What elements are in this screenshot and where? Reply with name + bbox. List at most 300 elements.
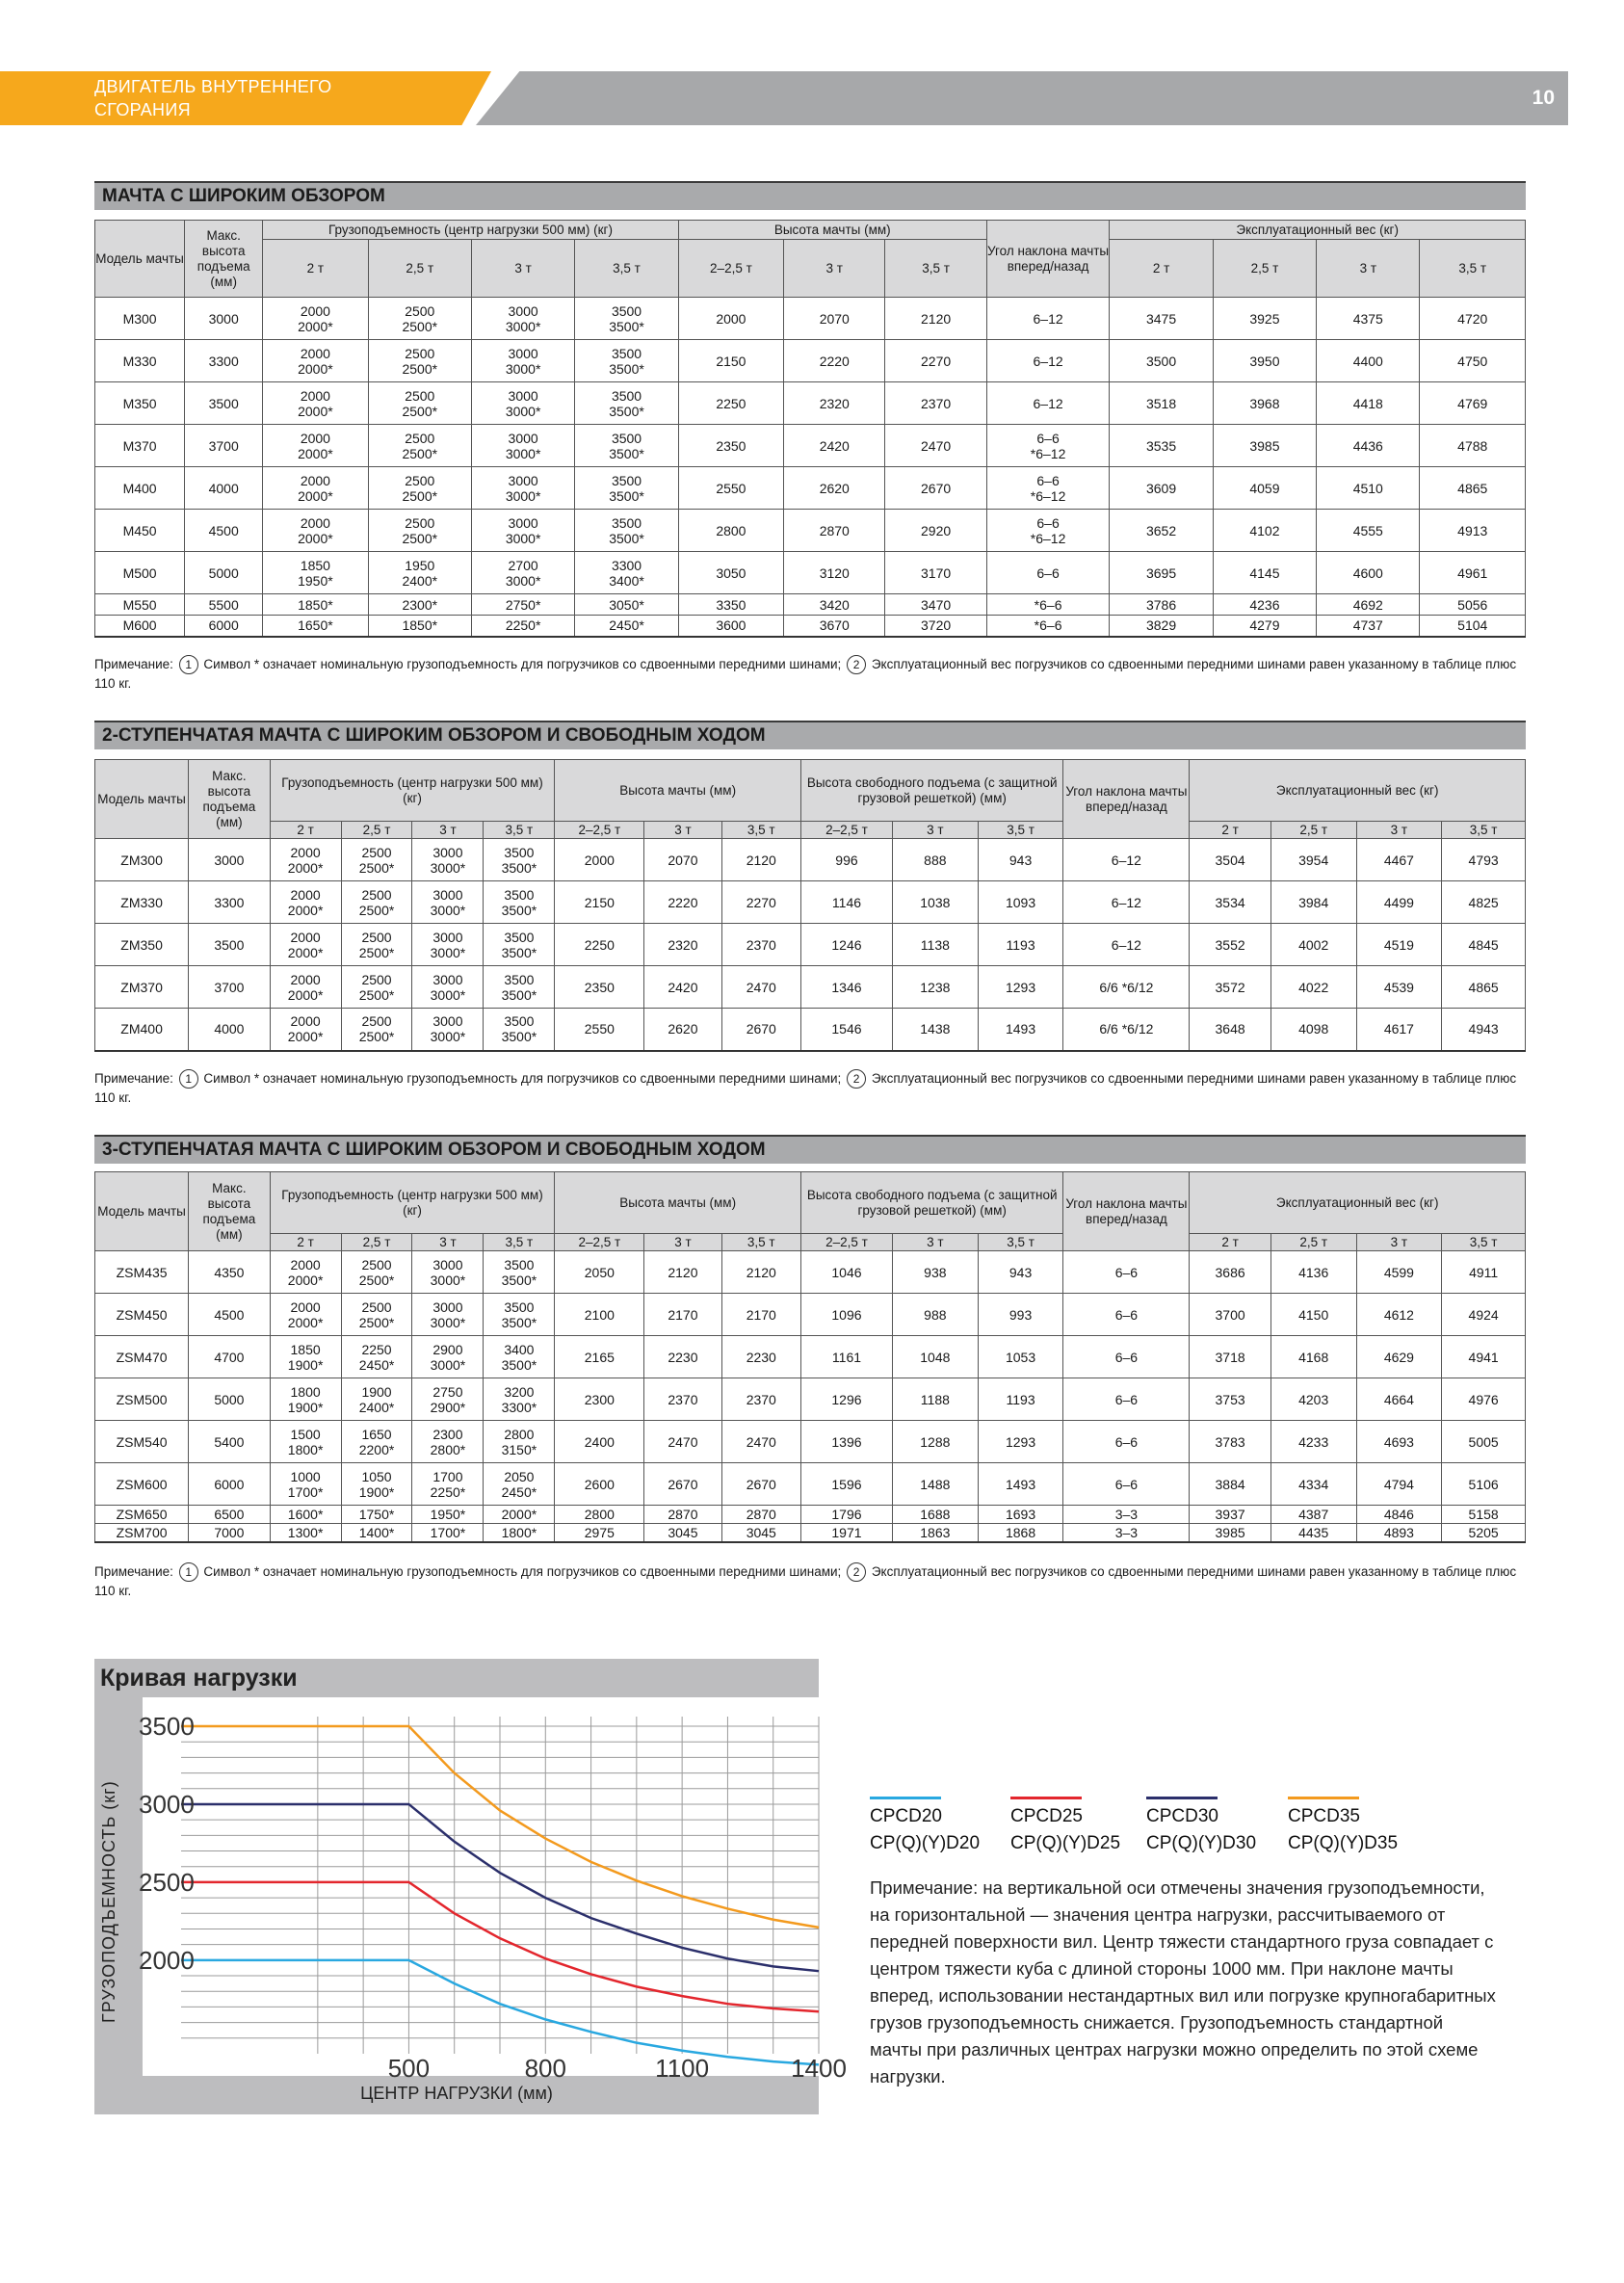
cell-cap-3t: 3000 3000*	[412, 924, 484, 966]
cell-mh-3t: 2370	[644, 1378, 721, 1421]
cell-w-2t: 3648	[1190, 1009, 1270, 1051]
cell-max-height: 5000	[185, 552, 263, 594]
chart-y-tick-label: 2500	[139, 1867, 195, 1897]
cell-max-height: 3500	[189, 924, 270, 966]
cell-w-25t: 4059	[1213, 467, 1316, 510]
cell-cap-35t: 3500 3500*	[575, 425, 678, 467]
cell-cap-25t: 2500 2500*	[368, 298, 471, 340]
table-row	[95, 1421, 1526, 1463]
cell-fl-35t: 1053	[978, 1336, 1063, 1378]
cell-fl-3t: 888	[893, 839, 979, 881]
cell-w-35t: 5056	[1420, 594, 1526, 616]
cell-w-35t: 4769	[1420, 382, 1526, 425]
cell-w-2t: 3500	[1110, 340, 1213, 382]
cell-mh-3t: 2870	[644, 1506, 721, 1524]
cell-max-height: 7000	[189, 1524, 270, 1542]
col-model: Модель мачты	[95, 221, 185, 298]
cell-w-35t: 4924	[1442, 1294, 1526, 1336]
cell-model: ZSM470	[95, 1336, 189, 1378]
cell-mh-2-25t: 2800	[555, 1506, 644, 1524]
circle-1-icon: 1	[179, 1562, 198, 1582]
cell-w-2t: 3985	[1190, 1524, 1270, 1542]
cell-mh-3t: 3120	[784, 552, 885, 594]
cell-cap-3t: 2750*	[471, 594, 574, 616]
cell-cap-2t: 2000 2000*	[270, 924, 341, 966]
cell-max-height: 3300	[185, 340, 263, 382]
table-row	[95, 1378, 1526, 1421]
cell-tilt: 6–12	[1063, 924, 1190, 966]
cell-cap-2t: 1850 1950*	[263, 552, 368, 594]
cell-cap-35t: 3500 3500*	[575, 510, 678, 552]
cell-mh-2-25t: 2165	[555, 1336, 644, 1378]
cell-mh-2-25t: 2975	[555, 1524, 644, 1542]
cell-w-2t: 3695	[1110, 552, 1213, 594]
cell-w-35t: 5158	[1442, 1506, 1526, 1524]
cell-w-35t: 4720	[1420, 298, 1526, 340]
cell-w-25t: 4002	[1270, 924, 1356, 966]
col-free-lift: Высота свободного подъема (с защитной грузовой решеткой) (мм)	[800, 1172, 1062, 1234]
cell-cap-25t: 1750*	[341, 1506, 412, 1524]
cell-fl-35t: 1868	[978, 1524, 1063, 1542]
cell-cap-35t: 2050 2450*	[484, 1463, 555, 1506]
header-grey-band	[476, 71, 1568, 125]
cell-w-3t: 4436	[1317, 425, 1420, 467]
cell-tilt: *6–6	[986, 616, 1110, 637]
table-row	[95, 552, 1526, 594]
cell-cap-35t: 3500 3500*	[484, 839, 555, 881]
cell-cap-35t: 3400 3500*	[484, 1336, 555, 1378]
page-number: 10	[1532, 87, 1555, 109]
cell-cap-25t: 1650 2200*	[341, 1421, 412, 1463]
section-title-text: 2-СТУПЕНЧАТАЯ МАЧТА С ШИРОКИМ ОБЗОРОМ И СВОБОДНЫМ ХОДОМ	[102, 725, 766, 746]
cell-cap-2t: 1000 1700*	[270, 1463, 341, 1506]
legend-label: CPCD35	[1288, 1806, 1360, 1826]
cell-w-3t: 4692	[1317, 594, 1420, 616]
cell-cap-35t: 3200 3300*	[484, 1378, 555, 1421]
cell-w-25t: 3925	[1213, 298, 1316, 340]
cell-tilt: 6/6 *6/12	[1063, 966, 1190, 1009]
spec-table-3-stage-mast: Модель мачты Макс. высота подъема (мм) Грузоподъемность (центр нагрузки 500 мм) (кг) Высота мачты (мм) Высота свободного подъема (с защитной грузовой решеткой) (мм) Угол наклона мачты вперед/назад Эксплуатационный вес (кг) 2 т 2,5 т 3 т 3,5 т 2–2,5 т 3 т 3,5 т 2–2,5 т 3 т 3,5 т 2 т 2,5 т 3 т 3,5 т ZSM435 4350 2000 2000* 2500 2500* 3000 3000* 3500 3500* 2050 2120 2120 1046 938 943 6–6 3686 4136 4599 4911 ZSM450 4500 2000 2000* 2500 2500* 3000 3000* 3500 3500* 2100 2170 2170 1096 988 993 6–6 3700 4150 4612 4924 ZSM470 4700 1850 1900* 2250 2450* 2900 3000* 3400 3500* 2165 2230 2230 1161 1048 1053 6–6 3718 4168 4629 4941 ZSM500 5000 1800 1900* 1900 2400* 2750 2900* 3200 3300* 2300 2370 2370 1296 1188 1193 6–6 3753 4203 4664 4976 ZSM540 5400 1500 1800* 1650 2200* 2300 2800* 2800 3150* 2400 2470 2470 1396 1288 1293 6–6 3783 4233 4693 5005 ZSM600 6000 1000 1700* 1050 1900* 1700 2250* 2050 2450* 2600 2670 2670 1596 1488 1493 6–6 3884 4334 4794 5106 ZSM650 6500 1600* 1750* 1950* 2000* 2800 2870 2870 1796 1688 1693 3–3 3937 4387 4846 5158 ZSM700 7000 1300* 1400* 1700* 1800* 2975 3045 3045 1971 1863 1868 3–3 3985 4435 4893 5205	[94, 1171, 1526, 1543]
col-cap-3t: 3 т	[471, 240, 574, 298]
cell-max-height: 3000	[185, 298, 263, 340]
cell-w-25t: 4145	[1213, 552, 1316, 594]
cell-w-3t: 4612	[1356, 1294, 1442, 1336]
section-title-wide-view-mast	[94, 181, 1526, 210]
cell-tilt: 6–6	[1063, 1378, 1190, 1421]
cell-w-35t: 4976	[1442, 1378, 1526, 1421]
cell-cap-25t: 1400*	[341, 1524, 412, 1542]
cell-tilt: 6–6	[1063, 1421, 1190, 1463]
cell-cap-3t: 2700 3000*	[471, 552, 574, 594]
cell-cap-2t: 2000 2000*	[270, 881, 341, 924]
cell-w-2t: 3829	[1110, 616, 1213, 637]
cell-w-3t: 4737	[1317, 616, 1420, 637]
cell-cap-2t: 1850 1900*	[270, 1336, 341, 1378]
circle-2-icon: 2	[847, 1562, 866, 1582]
chart-x-tick-label: 1100	[655, 2054, 710, 2083]
cell-cap-3t: 2300 2800*	[412, 1421, 484, 1463]
cell-w-2t: 3686	[1190, 1251, 1270, 1294]
legend-label: CPCD25	[1010, 1806, 1083, 1826]
cell-fl-35t: 1293	[978, 1421, 1063, 1463]
cell-mh-35t: 3470	[885, 594, 986, 616]
cell-w-25t: 4150	[1270, 1294, 1356, 1336]
note-table1: Примечание: 1 Символ * означает номинальную грузоподъемность для погрузчиков со сдвоенными передними шинами; 2 Эксплуатационный вес погрузчиков со сдвоенными передними шинами равен указанному в таблице плюс 110 кг.	[94, 657, 1517, 692]
cell-w-3t: 4510	[1317, 467, 1420, 510]
cell-cap-2t: 1600*	[270, 1506, 341, 1524]
cell-model: ZSM700	[95, 1524, 189, 1542]
cell-mh-3t: 2120	[644, 1251, 721, 1294]
cell-fl-2-25t: 996	[800, 839, 892, 881]
cell-mh-35t: 3045	[721, 1524, 800, 1542]
cell-w-25t: 4435	[1270, 1524, 1356, 1542]
cell-w-25t: 4098	[1270, 1009, 1356, 1051]
cell-mh-35t: 2670	[885, 467, 986, 510]
cell-cap-2t: 2000 2000*	[263, 340, 368, 382]
legend-swatch	[1288, 1797, 1359, 1799]
cell-tilt: 6–12	[986, 298, 1110, 340]
cell-w-35t: 5205	[1442, 1524, 1526, 1542]
cell-w-25t: 3985	[1213, 425, 1316, 467]
legend-item-cpcd35	[1288, 1797, 1398, 1857]
cell-w-25t: 4168	[1270, 1336, 1356, 1378]
cell-w-2t: 3786	[1110, 594, 1213, 616]
cell-mh-3t: 2420	[784, 425, 885, 467]
cell-cap-3t: 3000 3000*	[412, 839, 484, 881]
chart-y-label: ГРУЗОПОДЪЕМНОСТЬ (кг)	[99, 1780, 118, 2023]
cell-tilt: 3–3	[1063, 1506, 1190, 1524]
cell-mh-2-25t: 2350	[555, 966, 644, 1009]
cell-fl-3t: 1048	[893, 1336, 979, 1378]
cell-fl-3t: 1863	[893, 1524, 979, 1542]
cell-w-2t: 3552	[1190, 924, 1270, 966]
legend-label-2: CP(Q)(Y)D20	[870, 1833, 981, 1853]
cell-cap-2t: 2000 2000*	[270, 1294, 341, 1336]
cell-w-2t: 3609	[1110, 467, 1213, 510]
cell-mh-35t: 2870	[721, 1506, 800, 1524]
section-title-text: 3-СТУПЕНЧАТАЯ МАЧТА С ШИРОКИМ ОБЗОРОМ И СВОБОДНЫМ ХОДОМ	[102, 1140, 766, 1160]
cell-w-25t: 3954	[1270, 839, 1356, 881]
col-capacity: Грузоподъемность (центр нагрузки 500 мм) (кг)	[270, 760, 555, 822]
cell-mh-2-25t: 2250	[678, 382, 783, 425]
cell-w-3t: 4499	[1356, 881, 1442, 924]
cell-cap-25t: 2500 2500*	[341, 839, 412, 881]
cell-cap-35t: 3500 3500*	[575, 298, 678, 340]
col-cap-2t: 2 т	[263, 240, 368, 298]
cell-w-3t: 4539	[1356, 966, 1442, 1009]
col-weight: Эксплуатационный вес (кг)	[1190, 1172, 1526, 1234]
cell-cap-25t: 2500 2500*	[341, 924, 412, 966]
cell-max-height: 6000	[189, 1463, 270, 1506]
cell-fl-35t: 1093	[978, 881, 1063, 924]
cell-w-35t: 4750	[1420, 340, 1526, 382]
col-mast-height: Высота мачты (мм)	[555, 760, 801, 822]
cell-cap-25t: 2500 2500*	[368, 467, 471, 510]
cell-mh-2-25t: 2050	[555, 1251, 644, 1294]
cell-w-35t: 5106	[1442, 1463, 1526, 1506]
cell-cap-35t: 3500 3500*	[484, 924, 555, 966]
col-mh-2-25t: 2–2,5 т	[678, 240, 783, 298]
chart-x-tick-label: 1400	[791, 2054, 847, 2083]
cell-cap-35t: 2450*	[575, 616, 678, 637]
cell-max-height: 4000	[189, 1009, 270, 1051]
cell-tilt: 6/6 *6/12	[1063, 1009, 1190, 1051]
col-weight: Эксплуатационный вес (кг)	[1190, 760, 1526, 822]
cell-fl-3t: 938	[893, 1251, 979, 1294]
cell-w-2t: 3475	[1110, 298, 1213, 340]
cell-max-height: 4700	[189, 1336, 270, 1378]
cell-max-height: 3700	[189, 966, 270, 1009]
cell-tilt: 6–12	[986, 340, 1110, 382]
cell-cap-35t: 3500 3500*	[484, 1251, 555, 1294]
cell-cap-2t: 1650*	[263, 616, 368, 637]
cell-max-height: 5400	[189, 1421, 270, 1463]
cell-fl-3t: 1438	[893, 1009, 979, 1051]
cell-cap-3t: 1700*	[412, 1524, 484, 1542]
cell-w-2t: 3572	[1190, 966, 1270, 1009]
legend-item-cpcd20	[870, 1797, 980, 1857]
col-max-height: Макс. высота подъема (мм)	[189, 760, 270, 839]
cell-mh-35t: 2120	[721, 1251, 800, 1294]
chart-y-tick-label: 2000	[139, 1945, 195, 1975]
cell-w-35t: 4845	[1442, 924, 1526, 966]
cell-mh-3t: 2230	[644, 1336, 721, 1378]
circle-1-icon: 1	[179, 1069, 198, 1089]
cell-max-height: 5000	[189, 1378, 270, 1421]
chart-x-label: ЦЕНТР НАГРУЗКИ (мм)	[360, 2084, 553, 2103]
cell-w-35t: 4961	[1420, 552, 1526, 594]
cell-model: M400	[95, 467, 185, 510]
cell-model: ZSM540	[95, 1421, 189, 1463]
col-mh-35t: 3,5 т	[885, 240, 986, 298]
table-row	[95, 1336, 1526, 1378]
cell-model: M300	[95, 298, 185, 340]
cell-w-35t: 4913	[1420, 510, 1526, 552]
cell-fl-3t: 1038	[893, 881, 979, 924]
cell-w-2t: 3884	[1190, 1463, 1270, 1506]
cell-w-3t: 4893	[1356, 1524, 1442, 1542]
cell-tilt: *6–6	[986, 594, 1110, 616]
note-table3: Примечание: 1 Символ * означает номинальную грузоподъемность для погрузчиков со сдвоенными передними шинами; 2 Эксплуатационный вес погрузчиков со сдвоенными передними шинами равен указанному в таблице плюс 110 кг.	[94, 1564, 1517, 1599]
cell-w-25t: 4279	[1213, 616, 1316, 637]
cell-fl-2-25t: 1971	[800, 1524, 892, 1542]
col-model: Модель мачты	[95, 760, 189, 839]
cell-mh-2-25t: 2100	[555, 1294, 644, 1336]
cell-mh-3t: 2220	[784, 340, 885, 382]
cell-mh-35t: 2270	[721, 881, 800, 924]
cell-model: ZSM650	[95, 1506, 189, 1524]
section-title-3-stage-mast	[94, 1135, 1526, 1164]
cell-model: ZSM500	[95, 1378, 189, 1421]
cell-mh-2-25t: 3600	[678, 616, 783, 637]
cell-mh-3t: 2870	[784, 510, 885, 552]
cell-cap-25t: 2500 2500*	[368, 510, 471, 552]
table-row	[95, 616, 1526, 637]
table-row	[95, 966, 1526, 1009]
cell-mh-35t: 2670	[721, 1463, 800, 1506]
cell-mh-2-25t: 2300	[555, 1378, 644, 1421]
cell-model: ZM370	[95, 966, 189, 1009]
cell-w-2t: 3652	[1110, 510, 1213, 552]
cell-cap-35t: 3500 3500*	[575, 467, 678, 510]
cell-fl-2-25t: 1546	[800, 1009, 892, 1051]
cell-mh-2-25t: 2350	[678, 425, 783, 467]
cell-cap-35t: 3500 3500*	[484, 1009, 555, 1051]
cell-cap-25t: 1850*	[368, 616, 471, 637]
cell-model: ZM330	[95, 881, 189, 924]
cell-tilt: 6–6 *6–12	[986, 510, 1110, 552]
table-row	[95, 1251, 1526, 1294]
cell-cap-35t: 3050*	[575, 594, 678, 616]
cell-cap-35t: 3500 3500*	[575, 382, 678, 425]
spec-table-2-stage-mast: Модель мачты Макс. высота подъема (мм) Грузоподъемность (центр нагрузки 500 мм) (кг) Высота мачты (мм) Высота свободного подъема (с защитной грузовой решеткой) (мм) Угол наклона мачты вперед/назад Эксплуатационный вес (кг) 2 т 2,5 т 3 т 3,5 т 2–2,5 т 3 т 3,5 т 2–2,5 т 3 т 3,5 т 2 т 2,5 т 3 т 3,5 т ZM300 3000 2000 2000* 2500 2500* 3000 3000* 3500 3500* 2000 2070 2120 996 888 943 6–12 3504 3954 4467 4793 ZM330 3300 2000 2000* 2500 2500* 3000 3000* 3500 3500* 2150 2220 2270 1146 1038 1093 6–12 3534 3984 4499 4825 ZM350 3500 2000 2000* 2500 2500* 3000 3000* 3500 3500* 2250 2320 2370 1246 1138 1193 6–12 3552 4002 4519 4845 ZM370 3700 2000 2000* 2500 2500* 3000 3000* 3500 3500* 2350 2420 2470 1346 1238 1293 6/6 *6/12 3572 4022 4539 4865 ZM400 4000 2000 2000* 2500 2500* 3000 3000* 3500 3500* 2550 2620 2670 1546 1438 1493 6/6 *6/12 3648 4098 4617 4943	[94, 759, 1526, 1052]
circle-2-icon: 2	[847, 655, 866, 674]
cell-w-25t: 4233	[1270, 1421, 1356, 1463]
cell-cap-2t: 2000 2000*	[263, 382, 368, 425]
cell-w-25t: 4334	[1270, 1463, 1356, 1506]
cell-fl-3t: 1488	[893, 1463, 979, 1506]
cell-mh-35t: 3720	[885, 616, 986, 637]
cell-model: M550	[95, 594, 185, 616]
cell-cap-25t: 2500 2500*	[341, 966, 412, 1009]
legend-label-2: CP(Q)(Y)D35	[1288, 1833, 1399, 1853]
cell-mh-3t: 2070	[784, 298, 885, 340]
cell-cap-3t: 3000 3000*	[412, 1009, 484, 1051]
col-max-height: Макс. высота подъема (мм)	[185, 221, 263, 298]
cell-fl-2-25t: 1296	[800, 1378, 892, 1421]
cell-mh-2-25t: 2600	[555, 1463, 644, 1506]
chart-x-tick-label: 800	[524, 2054, 566, 2083]
cell-tilt: 6–6	[986, 552, 1110, 594]
cell-tilt: 3–3	[1063, 1524, 1190, 1542]
cell-max-height: 6000	[185, 616, 263, 637]
cell-fl-35t: 1193	[978, 1378, 1063, 1421]
load-curve-chart	[139, 1697, 847, 2083]
table-row	[95, 298, 1526, 340]
cell-cap-25t: 2500 2500*	[341, 881, 412, 924]
cell-w-25t: 4387	[1270, 1506, 1356, 1524]
cell-cap-2t: 1800 1900*	[270, 1378, 341, 1421]
cell-max-height: 4000	[185, 467, 263, 510]
cell-tilt: 6–6	[1063, 1336, 1190, 1378]
cell-cap-3t: 3000 3000*	[412, 1294, 484, 1336]
header-title: ДВИГАТЕЛЬ ВНУТРЕННЕГО СГОРАНИЯ	[94, 77, 332, 119]
cell-model: ZM350	[95, 924, 189, 966]
legend-item-cpcd25	[1010, 1797, 1120, 1857]
cell-mh-35t: 2170	[721, 1294, 800, 1336]
cell-fl-2-25t: 1346	[800, 966, 892, 1009]
cell-tilt: 6–6	[1063, 1294, 1190, 1336]
cell-max-height: 4350	[189, 1251, 270, 1294]
table-row	[95, 1009, 1526, 1051]
cell-cap-2t: 2000 2000*	[263, 467, 368, 510]
cell-w-35t: 4865	[1442, 966, 1526, 1009]
cell-mh-2-25t: 2250	[555, 924, 644, 966]
cell-fl-35t: 1193	[978, 924, 1063, 966]
cell-cap-35t: 2800 3150*	[484, 1421, 555, 1463]
cell-mh-3t: 3670	[784, 616, 885, 637]
cell-w-2t: 3700	[1190, 1294, 1270, 1336]
cell-tilt: 6–12	[986, 382, 1110, 425]
col-w-35t: 3,5 т	[1420, 240, 1526, 298]
table-row	[95, 594, 1526, 616]
cell-mh-35t: 2670	[721, 1009, 800, 1051]
cell-w-3t: 4794	[1356, 1463, 1442, 1506]
col-mh-3t: 3 т	[784, 240, 885, 298]
cell-fl-2-25t: 1146	[800, 881, 892, 924]
cell-w-2t: 3753	[1190, 1378, 1270, 1421]
cell-mh-2-25t: 2150	[678, 340, 783, 382]
cell-cap-2t: 1850*	[263, 594, 368, 616]
cell-cap-3t: 3000 3000*	[412, 1251, 484, 1294]
cell-fl-2-25t: 1596	[800, 1463, 892, 1506]
chart-x-tick-label: 500	[387, 2054, 431, 2083]
cell-w-3t: 4400	[1317, 340, 1420, 382]
legend-swatch	[1010, 1797, 1082, 1799]
cell-fl-35t: 943	[978, 839, 1063, 881]
table-row	[95, 1294, 1526, 1336]
section-title-2-stage-mast	[94, 721, 1526, 749]
cell-max-height: 4500	[185, 510, 263, 552]
cell-fl-35t: 1693	[978, 1506, 1063, 1524]
cell-tilt: 6–12	[1063, 839, 1190, 881]
cell-cap-3t: 1950*	[412, 1506, 484, 1524]
cell-cap-35t: 3500 3500*	[484, 966, 555, 1009]
cell-w-3t: 4599	[1356, 1251, 1442, 1294]
col-model: Модель мачты	[95, 1172, 189, 1251]
cell-cap-25t: 1900 2400*	[341, 1378, 412, 1421]
cell-cap-2t: 2000 2000*	[263, 510, 368, 552]
col-free-lift: Высота свободного подъема (с защитной грузовой решеткой) (мм)	[800, 760, 1062, 822]
cell-w-2t: 3535	[1110, 425, 1213, 467]
cell-max-height: 3300	[189, 881, 270, 924]
cell-w-35t: 5005	[1442, 1421, 1526, 1463]
cell-mh-3t: 2670	[644, 1463, 721, 1506]
table-row	[95, 467, 1526, 510]
cell-cap-35t: 3500 3500*	[575, 340, 678, 382]
table-row	[95, 1506, 1526, 1524]
col-w-25t: 2,5 т	[1213, 240, 1316, 298]
cell-mh-3t: 2070	[644, 839, 721, 881]
cell-w-35t: 5104	[1420, 616, 1526, 637]
cell-w-3t: 4693	[1356, 1421, 1442, 1463]
cell-mh-35t: 3170	[885, 552, 986, 594]
cell-mh-2-25t: 2800	[678, 510, 783, 552]
cell-cap-2t: 2000 2000*	[270, 839, 341, 881]
cell-model: M500	[95, 552, 185, 594]
cell-tilt: 6–6 *6–12	[986, 425, 1110, 467]
cell-fl-2-25t: 1161	[800, 1336, 892, 1378]
cell-cap-3t: 3000 3000*	[471, 510, 574, 552]
cell-max-height: 3700	[185, 425, 263, 467]
chart-y-tick-label: 3500	[139, 1712, 195, 1741]
cell-cap-25t: 2500 2500*	[341, 1294, 412, 1336]
cell-mh-35t: 2920	[885, 510, 986, 552]
cell-mh-3t: 2320	[644, 924, 721, 966]
cell-mh-35t: 2120	[885, 298, 986, 340]
cell-cap-3t: 3000 3000*	[471, 382, 574, 425]
cell-cap-2t: 2000 2000*	[263, 425, 368, 467]
cell-cap-3t: 2900 3000*	[412, 1336, 484, 1378]
cell-w-35t: 4788	[1420, 425, 1526, 467]
cell-tilt: 6–6	[1063, 1463, 1190, 1506]
cell-cap-3t: 3000 3000*	[471, 298, 574, 340]
cell-mh-35t: 2370	[721, 924, 800, 966]
cell-model: M600	[95, 616, 185, 637]
table-row	[95, 1524, 1526, 1542]
cell-mh-35t: 2470	[721, 966, 800, 1009]
cell-max-height: 4500	[189, 1294, 270, 1336]
